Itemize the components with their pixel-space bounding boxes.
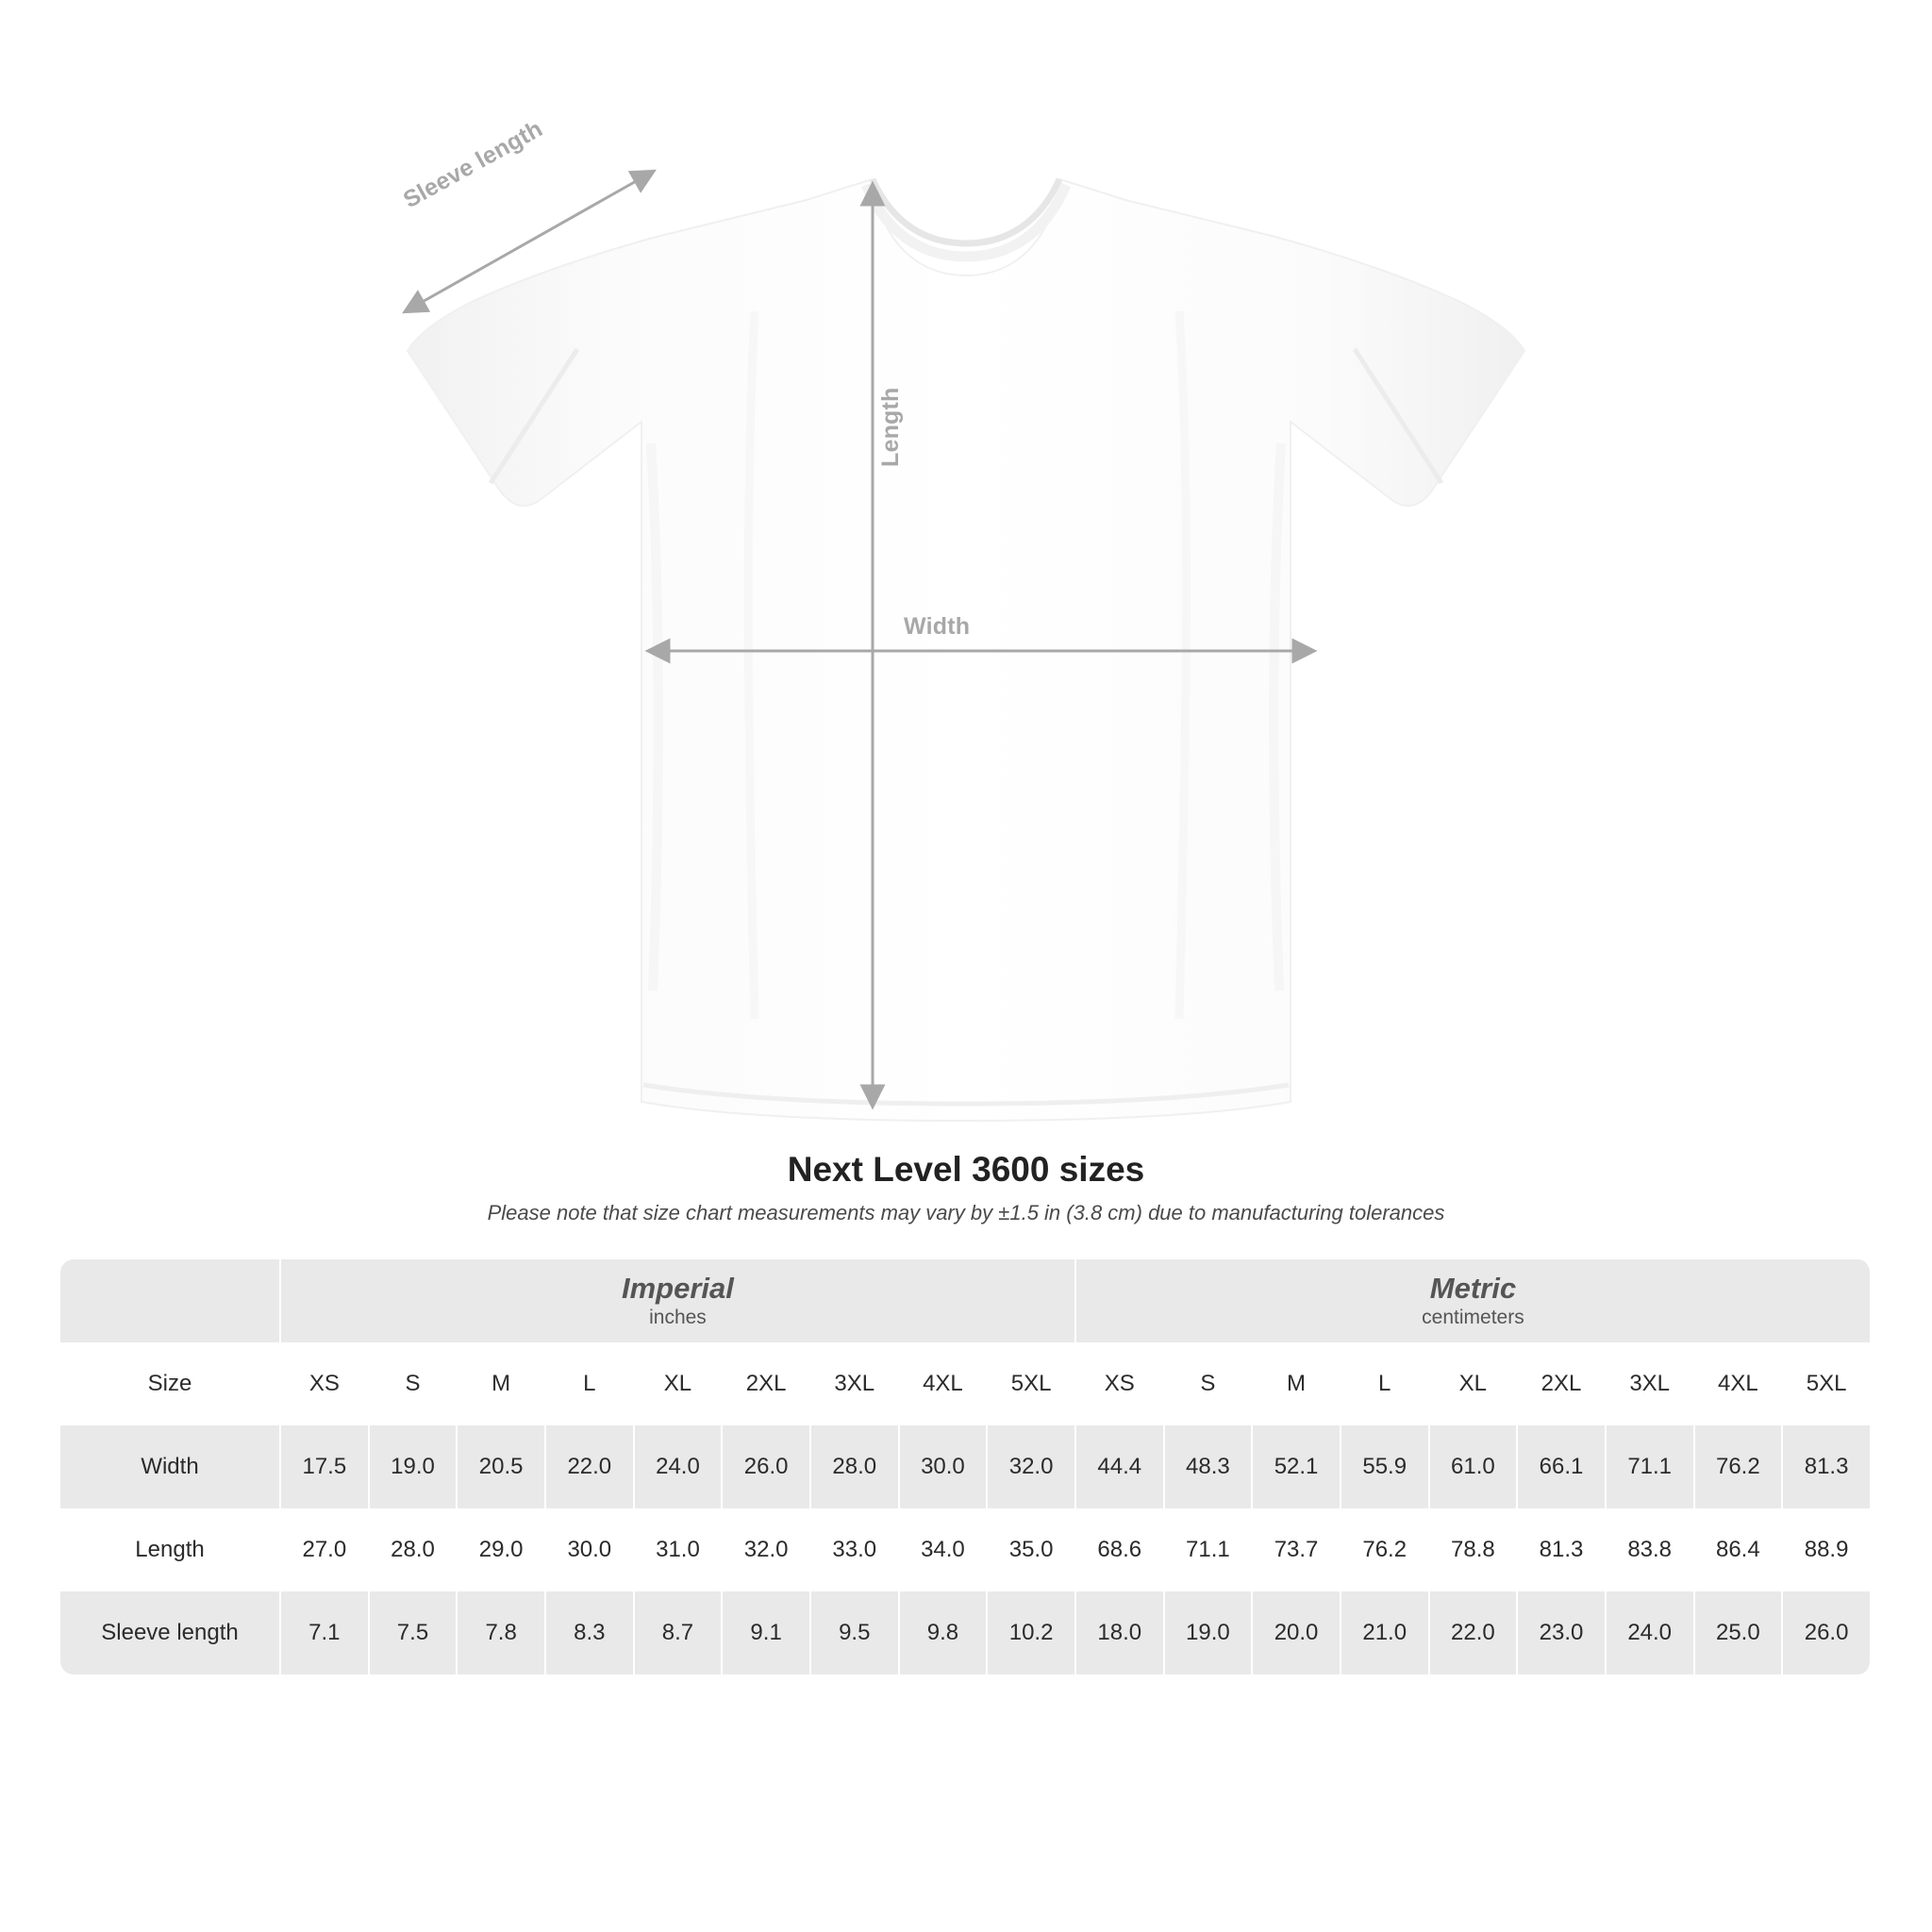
- cell-width: 26.0: [723, 1425, 811, 1508]
- cell-length: 32.0: [723, 1508, 811, 1591]
- cell-length: 83.8: [1607, 1508, 1695, 1591]
- row-label-sleeve-length: Sleeve length: [60, 1591, 281, 1674]
- cell-width: 24.0: [635, 1425, 724, 1508]
- size-header-cell: 4XL: [900, 1342, 989, 1425]
- size-header-cell: XS: [281, 1342, 370, 1425]
- cell-length: 31.0: [635, 1508, 724, 1591]
- size-table: [60, 1259, 1872, 1674]
- cell-length: 68.6: [1076, 1508, 1165, 1591]
- page-title: Next Level 3600 sizes: [787, 1150, 1145, 1189]
- size-header-cell: S: [370, 1342, 458, 1425]
- unit-sub-imperial: inches: [649, 1307, 707, 1329]
- cell-sleeve: 24.0: [1607, 1591, 1695, 1674]
- cell-width: 30.0: [900, 1425, 989, 1508]
- cell-length: 30.0: [546, 1508, 635, 1591]
- size-header-cell: XS: [1076, 1342, 1165, 1425]
- cell-length: 76.2: [1341, 1508, 1430, 1591]
- cell-length: 81.3: [1518, 1508, 1607, 1591]
- sleeve-length-label: Sleeve length: [398, 115, 547, 214]
- size-header-cell: 4XL: [1695, 1342, 1784, 1425]
- row-label-width: Width: [60, 1425, 281, 1508]
- cell-width: 52.1: [1253, 1425, 1341, 1508]
- cell-width: 71.1: [1607, 1425, 1695, 1508]
- cell-sleeve: 21.0: [1341, 1591, 1430, 1674]
- cell-length: 27.0: [281, 1508, 370, 1591]
- cell-length: 88.9: [1783, 1508, 1872, 1591]
- cell-sleeve: 26.0: [1783, 1591, 1872, 1674]
- size-header-cell: L: [546, 1342, 635, 1425]
- cell-length: 73.7: [1253, 1508, 1341, 1591]
- cell-sleeve: 8.7: [635, 1591, 724, 1674]
- size-table-wrapper: [60, 1259, 1872, 1674]
- size-header-cell: 5XL: [1783, 1342, 1872, 1425]
- unit-group-metric: [1076, 1259, 1872, 1342]
- table-row: [60, 1425, 1872, 1508]
- size-header-row: [60, 1342, 1872, 1425]
- cell-sleeve: 7.5: [370, 1591, 458, 1674]
- cell-length: 29.0: [458, 1508, 546, 1591]
- cell-sleeve: 10.2: [988, 1591, 1076, 1674]
- cell-length: 28.0: [370, 1508, 458, 1591]
- cell-width: 19.0: [370, 1425, 458, 1508]
- cell-sleeve: 9.5: [811, 1591, 900, 1674]
- cell-width: 32.0: [988, 1425, 1076, 1508]
- unit-sub-metric: centimeters: [1422, 1307, 1524, 1329]
- size-header-cell: 2XL: [1518, 1342, 1607, 1425]
- cell-length: 71.1: [1165, 1508, 1254, 1591]
- cell-width: 17.5: [281, 1425, 370, 1508]
- cell-length: 33.0: [811, 1508, 900, 1591]
- title-block: [0, 1150, 1932, 1225]
- cell-sleeve: 8.3: [546, 1591, 635, 1674]
- tolerance-note: Please note that size chart measurements may vary by ±1.5 in (3.8 cm) due to manufacturing tolerances: [487, 1201, 1445, 1224]
- cell-sleeve: 9.8: [900, 1591, 989, 1674]
- size-header-cell: S: [1165, 1342, 1254, 1425]
- cell-length: 34.0: [900, 1508, 989, 1591]
- row-label-length: Length: [60, 1508, 281, 1591]
- size-header-cell: 2XL: [723, 1342, 811, 1425]
- size-header-cell: L: [1341, 1342, 1430, 1425]
- cell-sleeve: 25.0: [1695, 1591, 1784, 1674]
- cell-width: 48.3: [1165, 1425, 1254, 1508]
- cell-sleeve: 18.0: [1076, 1591, 1165, 1674]
- cell-width: 22.0: [546, 1425, 635, 1508]
- cell-width: 61.0: [1430, 1425, 1519, 1508]
- cell-sleeve: 22.0: [1430, 1591, 1519, 1674]
- size-header-cell: M: [1253, 1342, 1341, 1425]
- cell-width: 66.1: [1518, 1425, 1607, 1508]
- size-header-cell: 5XL: [988, 1342, 1076, 1425]
- unit-name-imperial: Imperial: [622, 1271, 734, 1305]
- cell-sleeve: 7.8: [458, 1591, 546, 1674]
- cell-length: 86.4: [1695, 1508, 1784, 1591]
- cell-sleeve: 7.1: [281, 1591, 370, 1674]
- size-header-label: Size: [60, 1342, 281, 1425]
- unit-group-imperial: [281, 1259, 1076, 1342]
- size-header-cell: M: [458, 1342, 546, 1425]
- cell-sleeve: 9.1: [723, 1591, 811, 1674]
- cell-sleeve: 20.0: [1253, 1591, 1341, 1674]
- cell-length: 78.8: [1430, 1508, 1519, 1591]
- cell-sleeve: 23.0: [1518, 1591, 1607, 1674]
- length-label: Length: [877, 387, 904, 467]
- cell-width: 55.9: [1341, 1425, 1430, 1508]
- cell-width: 76.2: [1695, 1425, 1784, 1508]
- cell-width: 28.0: [811, 1425, 900, 1508]
- table-row: [60, 1508, 1872, 1591]
- cell-length: 35.0: [988, 1508, 1076, 1591]
- width-label: Width: [904, 613, 971, 640]
- cell-width: 81.3: [1783, 1425, 1872, 1508]
- unit-header-row: [60, 1259, 1872, 1342]
- unit-header-spacer: [60, 1259, 281, 1342]
- table-row: [60, 1591, 1872, 1674]
- cell-sleeve: 19.0: [1165, 1591, 1254, 1674]
- size-header-cell: 3XL: [811, 1342, 900, 1425]
- size-header-cell: 3XL: [1607, 1342, 1695, 1425]
- cell-width: 44.4: [1076, 1425, 1165, 1508]
- unit-name-metric: Metric: [1429, 1271, 1517, 1305]
- cell-width: 20.5: [458, 1425, 546, 1508]
- size-header-cell: XL: [1430, 1342, 1519, 1425]
- size-header-cell: XL: [635, 1342, 724, 1425]
